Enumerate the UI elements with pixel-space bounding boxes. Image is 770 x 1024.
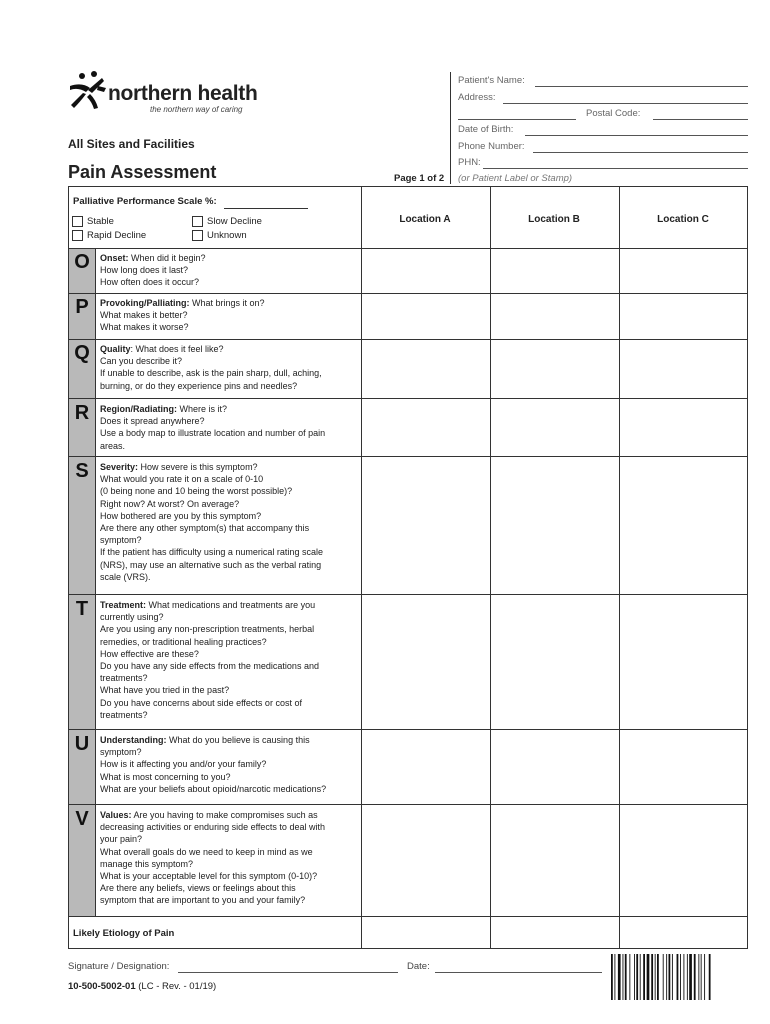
column-header-location-b: Location B <box>528 214 580 225</box>
question-body: What brings it on? What makes it better? What makes it worse? <box>100 298 265 333</box>
question-heading: Provoking/Palliating: <box>100 298 190 308</box>
row-divider <box>68 456 748 457</box>
rapid-decline-label: Rapid Decline <box>87 230 147 241</box>
row-divider <box>68 916 748 917</box>
question-heading: Quality <box>100 344 131 354</box>
slow-decline-checkbox[interactable] <box>192 216 203 227</box>
row-divider <box>68 248 748 249</box>
question-body: Where is it? Does it spread anywhere? Use a body map to illustrate location and number of pain areas. <box>100 404 326 451</box>
barcode <box>610 954 748 1000</box>
column-header-location-c: Location C <box>657 214 709 225</box>
etiology-label: Likely Etiology of Pain <box>73 928 175 939</box>
row-letter: O <box>74 251 90 273</box>
row-letter: U <box>74 733 90 755</box>
row-divider <box>68 398 748 399</box>
patient-name-field[interactable] <box>535 86 748 87</box>
values-question <box>100 809 358 907</box>
col-divider-a <box>361 186 362 949</box>
row-divider <box>68 594 748 595</box>
signature-label: Signature / Designation: <box>68 961 170 972</box>
row-letter: V <box>75 808 89 830</box>
question-body: When did it begin? How long does it last? How often does it occur? <box>100 253 206 288</box>
form-code: 10-500-5002-01 <box>68 981 136 992</box>
form-number <box>68 981 216 992</box>
quality-question <box>100 343 358 392</box>
row-letter: Q <box>74 342 90 364</box>
question-heading: Onset: <box>100 253 129 263</box>
pps-field[interactable] <box>224 208 308 209</box>
row-letter: S <box>75 460 89 482</box>
question-heading: Severity: <box>100 462 139 472</box>
date-field[interactable] <box>435 972 602 973</box>
question-body: What do you believe is causing this symptom? How is it affecting you and/or your family? What is most concerning to you? What are your beliefs about opioid/narcotic medications? <box>100 735 327 794</box>
slow-decline-label: Slow Decline <box>207 216 262 227</box>
patient-label-note: (or Patient Label or Stamp) <box>458 173 573 184</box>
patient-label-block <box>450 72 749 184</box>
provoking-question <box>100 297 358 334</box>
row-letter: P <box>75 296 89 318</box>
patient-name-label: Patient's Name: <box>458 75 525 86</box>
dob-field[interactable] <box>525 135 748 136</box>
row-letter: T <box>75 598 89 620</box>
date-label: Date: <box>407 961 430 972</box>
understanding-question <box>100 734 358 795</box>
dob-label: Date of Birth: <box>458 124 514 135</box>
question-heading: Treatment: <box>100 600 147 610</box>
rapid-decline-checkbox[interactable] <box>72 230 83 241</box>
question-body: What medications and treatments are you currently using? Are you using any non-prescription treatments, herbal remedies, or traditional healing practices? How effective are these? Do you have any side effects from the medications and treatments? What have you tried in the past? Do you have concerns about side effects or cost of treatments? <box>100 600 319 720</box>
region-question <box>100 403 358 452</box>
form-revision: (LC - Rev. - 01/19) <box>135 981 217 992</box>
row-divider <box>68 293 748 294</box>
row-divider <box>68 339 748 340</box>
question-body: How severe is this symptom? What would you rate it on a scale of 0-10 (0 being none and 10 being the worst possible)? Right now? At worst? On average? How bothered are you by this symptom? Are there any other symptom(s) that accompany this symptom? If the patient has difficulty using a numerical rating scale (NRS), may use an alternative such as the verbal rating scale (VRS). <box>100 462 323 582</box>
question-body: Are you having to make compromises such as decreasing activities or enduring side effects to deal with your pain? What overall goals do we need to keep in mind as we manage this symptom? What is your acceptable level for this symptom (0-10)? Are there any beliefs, views or feelings about this symptom that are important to you and your family? <box>100 810 325 906</box>
sites-heading: All Sites and Facilities <box>68 137 195 151</box>
phn-field[interactable] <box>483 168 748 169</box>
row-letter: R <box>74 402 90 424</box>
address-field[interactable] <box>503 103 748 104</box>
col-divider-b <box>490 186 491 949</box>
postal-code-field[interactable] <box>653 119 748 120</box>
unknown-checkbox[interactable] <box>192 230 203 241</box>
address-label: Address: <box>458 92 496 103</box>
question-heading: Understanding: <box>100 735 167 745</box>
form-title: Pain Assessment <box>68 162 217 182</box>
question-heading: Values: <box>100 810 132 820</box>
page-number: Page 1 of 2 <box>394 173 445 184</box>
row-divider <box>68 804 748 805</box>
letter-divider <box>95 248 96 916</box>
signature-field[interactable] <box>178 972 398 973</box>
pps-label: Palliative Performance Scale %: <box>73 196 217 207</box>
stable-checkbox[interactable] <box>72 216 83 227</box>
column-header-location-a: Location A <box>399 214 451 225</box>
phn-label: PHN: <box>458 157 481 168</box>
logo-wordmark: northern health <box>108 82 258 105</box>
postal-code-label: Postal Code: <box>586 108 641 119</box>
treatment-question <box>100 599 358 721</box>
question-body: : What does it feel like? Can you describe it? If unable to describe, ask is the pain sharp, dull, aching, burning, or do they experience pins and needles? <box>100 344 322 391</box>
stable-label: Stable <box>87 216 114 227</box>
severity-question <box>100 461 358 583</box>
unknown-label: Unknown <box>207 230 247 241</box>
onset-question <box>100 252 358 289</box>
phone-field[interactable] <box>533 152 748 153</box>
row-divider <box>68 729 748 730</box>
logo-tagline: the northern way of caring <box>150 105 243 114</box>
address-line-2-field[interactable] <box>458 119 576 120</box>
phone-label: Phone Number: <box>458 141 525 152</box>
question-heading: Region/Radiating: <box>100 404 177 414</box>
col-divider-c <box>619 186 620 949</box>
